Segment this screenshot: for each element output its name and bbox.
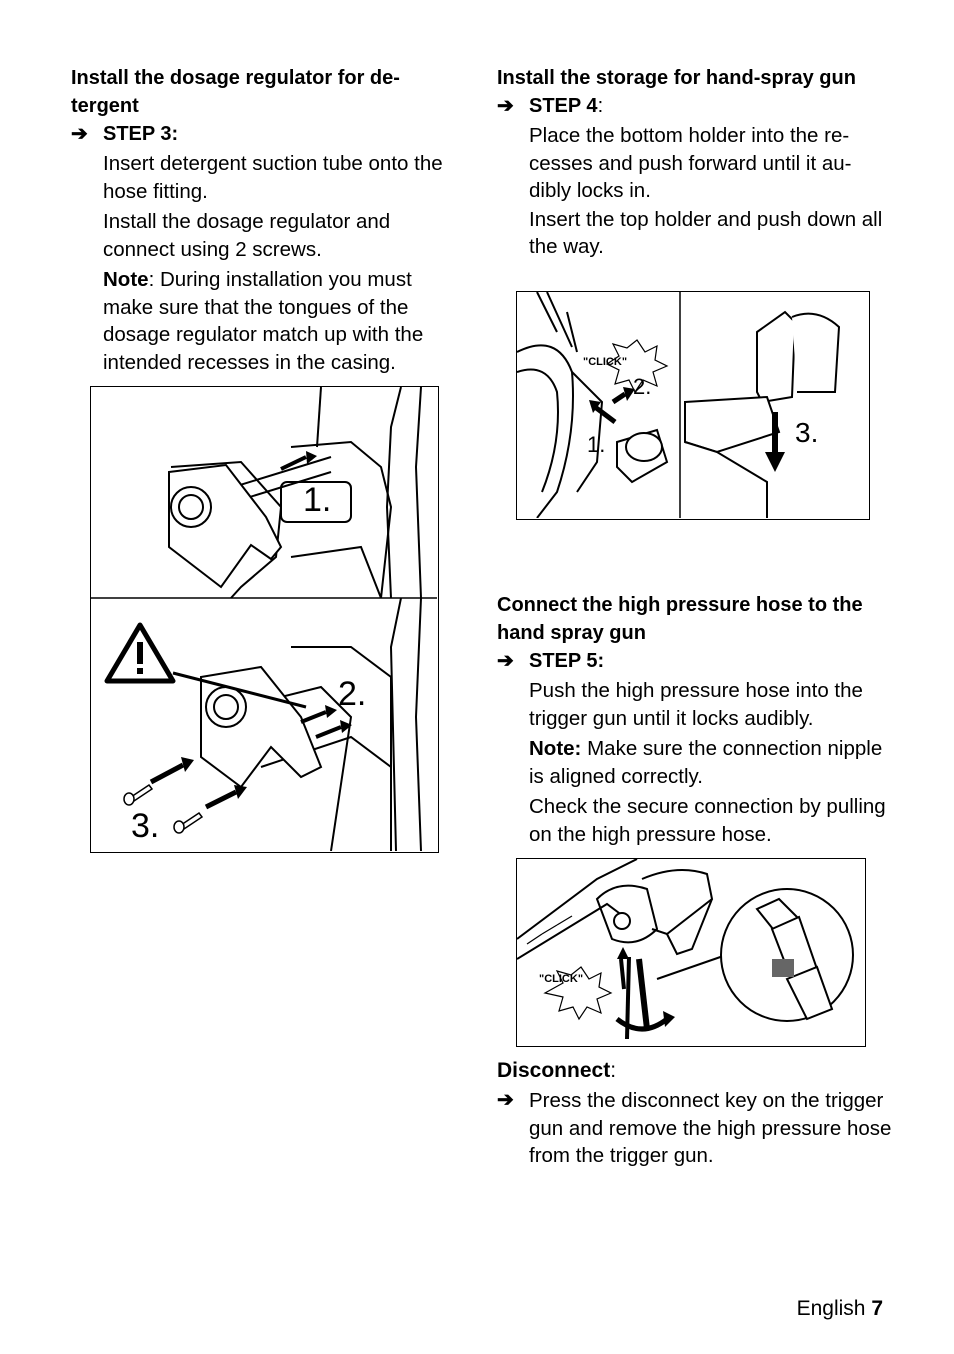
step-4-label: STEP 4 (529, 95, 598, 117)
section-heading-storage: Install the storage for hand-spray gun (497, 67, 856, 89)
disconnect-colon: : (610, 1059, 617, 1082)
step-4-colon: : (597, 95, 604, 117)
arrow-right-icon: ➔ (497, 95, 514, 117)
arrow-right-icon: ➔ (497, 650, 514, 672)
right-column (497, 64, 892, 261)
page-footer (797, 1295, 883, 1323)
step-3-label: STEP 3: (103, 123, 179, 145)
figure-label-1: 1. (303, 481, 332, 519)
arrow-right-icon: ➔ (497, 1089, 514, 1111)
figure-label-3: 3. (131, 807, 160, 845)
left-column (71, 64, 456, 376)
step-3 (71, 120, 456, 148)
paragraph: Install the dosage regulator and connect using 2 screws. (103, 210, 391, 261)
dosage-regulator-illustration (91, 387, 437, 851)
figure-dosage-regulator (90, 386, 439, 853)
step-5 (497, 647, 892, 675)
note-paragraph (71, 266, 456, 376)
note-text: : During installation you must make sure that the tongues of the dosage regulator match up with the intended recesses in the casing. (103, 268, 424, 374)
section-connect-hose (497, 591, 892, 848)
disconnect-label: Disconnect (497, 1059, 611, 1082)
disconnect-bullet (497, 1087, 892, 1170)
storage-label-2: 2. (633, 374, 652, 399)
storage-holder-illustration (517, 292, 868, 518)
disconnect-text: Press the disconnect key on the trigger gun and remove the high pressure hose from the trigger gun. (529, 1089, 892, 1167)
paragraph: Insert detergent suction tube onto the hose fitting. (103, 152, 443, 203)
click-label: "CLICK" (583, 356, 628, 368)
paragraph: Push the high pressure hose into the trigger gun until it locks audibly. (529, 679, 863, 730)
section-heading-disconnect (497, 1057, 892, 1085)
arrow-right-icon: ➔ (71, 123, 88, 145)
step-4 (497, 92, 892, 120)
note-label: Note: (529, 737, 582, 760)
figure-hose-connection (516, 858, 866, 1047)
warning-triangle-icon (107, 625, 173, 681)
click-label: "CLICK" (539, 973, 584, 985)
page-number: 7 (871, 1297, 883, 1320)
hose-connection-illustration (517, 859, 864, 1045)
storage-label-3: 3. (795, 417, 819, 448)
footer-language: English (796, 1297, 866, 1320)
section-heading-dosage-regulator: Install the dosage regulator for de-tergent (71, 67, 400, 117)
note-label: Note (103, 268, 149, 291)
section-heading-connect-hose: Connect the high pressure hose to the hand spray gun (497, 594, 863, 644)
storage-label-1: 1. (587, 432, 606, 457)
figure-storage-holder (516, 291, 870, 520)
paragraph: Check the secure connection by pulling on the high pressure hose. (529, 795, 886, 846)
note-paragraph (497, 735, 892, 790)
figure-label-2: 2. (338, 675, 367, 713)
note-text: Make sure the connection nipple is aligned correctly. (529, 737, 883, 788)
step-5-label: STEP 5: (529, 650, 605, 672)
paragraph: Place the bottom holder into the re-cesses and push forward until it au-dibly locks in. (529, 124, 852, 202)
section-disconnect (497, 1057, 892, 1170)
paragraph: Insert the top holder and push down all the way. (529, 207, 883, 258)
